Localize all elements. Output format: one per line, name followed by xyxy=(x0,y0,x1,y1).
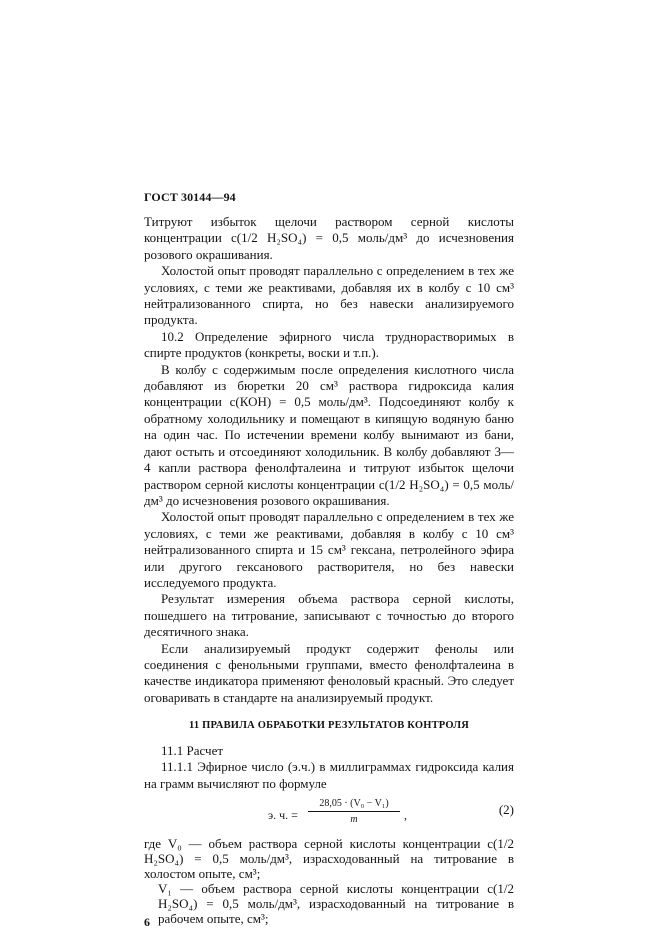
paragraph: Титруют избыток щелочи раствором серной кислоты концентрации с(1/2 H₂SO₄) = 0,5 моль/дм³ до исчезновения розового окрашивания. xyxy=(144,214,514,262)
paragraph: Результат измерения объема раствора серной кислоты, пошедшего на титрование, записывают с точностью до второго десятичного знака. xyxy=(144,591,514,640)
formula-comma: , xyxy=(404,808,407,822)
formula-lhs: э. ч. = xyxy=(268,808,298,822)
formula-numerator: 28,05 · (V₀ − V₁) xyxy=(308,798,400,812)
paragraph: В колбу с содержимым после определения кислотного числа добавляют из бюретки 20 см³ раствора гидроксида калия концентрации с(КОН) = 0,5 моль/дм³. Подсоединяют колбу к обратному холодильнику и помещают в кипящую водяную баню на один час. По истечении времени колбу вынимают из бани, дают остыть и отсоединяют холодильник. В колбу добавляют 3—4 капли раствора фенолфталеина и титруют избыток щелочи раствором серной кислоты концентрации с(1/2 H₂SO₄) = 0,5 моль/дм³ до исчезновения розового окрашивания. xyxy=(144,361,514,508)
definition-item: V₁ — объем раствора серной кислоты концентрации с(1/2 H₂SO₄) = 0,5 моль/дм³, израсходованный на титрование в рабочем опыте, см³; xyxy=(158,881,514,926)
formula xyxy=(268,798,514,832)
subsection-text: 11.1.1 Эфирное число (э.ч.) в миллиграммах гидроксида калия на грамм вычисляют по формуле xyxy=(144,759,514,791)
page-number: 6 xyxy=(144,915,150,929)
paragraph: Холостой опыт проводят параллельно с определением в тех же условиях, с теми же реактивами, добавляя их в колбу с 10 см³ нейтрализованного спирта, но без навески анализируемого продукта. xyxy=(144,263,514,328)
paragraph: Если анализируемый продукт содержит фенолы или соединения с фенольными группами, вместо фенолфталеина в качестве индикатора применяют феноловый красный. Это следует оговаривать в стандарте на анализируемый продукт. xyxy=(144,640,514,705)
formula-fraction xyxy=(308,798,400,825)
subsection xyxy=(144,743,514,792)
definition-item: где V₀ — объем раствора серной кислоты концентрации с(1/2 H₂SO₄) = 0,5 моль/дм³, израсходованный на титрование в холостом опыте, см³; xyxy=(144,836,514,881)
paragraph: Холостой опыт проводят параллельно с определением в тех же условиях, с теми же реактивами, добавляя в колбу с 10 см³ нейтрализованного спирта и 15 см³ гексана, петролейного эфира или другого гексанового растворителя, но без навески исследуемого продукта. xyxy=(144,509,514,590)
body-text xyxy=(144,214,514,706)
formula-denominator: m xyxy=(350,814,358,825)
section-title: 11 ПРАВИЛА ОБРАБОТКИ РЕЗУЛЬТАТОВ КОНТРОЛЯ xyxy=(189,720,469,731)
definitions xyxy=(144,836,514,926)
paragraph: 10.2 Определение эфирного числа труднорастворимых в спирте продуктов (конкреты, воски и т.п.). xyxy=(144,328,514,361)
subsection-heading: 11.1 Расчет xyxy=(161,743,224,758)
document-header: ГОСТ 30144—94 xyxy=(144,190,236,204)
formula-number: (2) xyxy=(498,802,514,817)
